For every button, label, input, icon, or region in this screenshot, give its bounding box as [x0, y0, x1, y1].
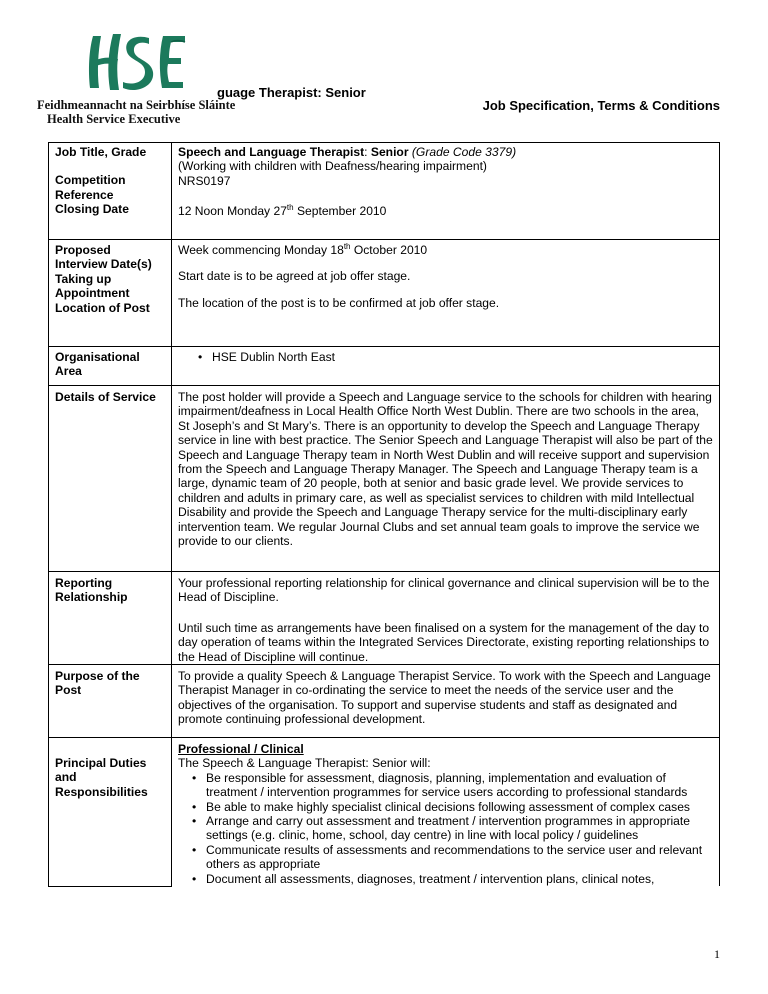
reporting-para-1: Your professional reporting relationship for clinical governance and clinical supervision will be to the Head of Discipline.	[178, 576, 710, 605]
org-name-english: Health Service Executive	[47, 112, 181, 126]
job-subtitle: (Working with children with Deafness/hearing impairment)	[178, 159, 487, 174]
list-item: • Communicate results of assessments and recommendations to the service user and relevant others as appropriate	[192, 843, 713, 872]
list-item: • Document all assessments, diagnoses, treatment / intervention plans, clinical notes,	[192, 872, 713, 886]
closing-date-value: 12 Noon Monday 27th September 2010	[178, 203, 387, 219]
label-principal-duties: Principal Duties and Responsibilities	[55, 756, 148, 799]
label-job-title: Job Title, Grade	[55, 145, 147, 159]
table-row	[49, 738, 720, 887]
hse-logo-icon	[79, 30, 189, 98]
job-grade-code: (Grade Code 3379)	[411, 145, 517, 159]
list-item: • Be responsible for assessment, diagnosis, planning, implementation and evaluation of treatment / intervention programmes for service users according to professional standards	[192, 771, 713, 800]
label-organisational-area: Organisational Area	[55, 350, 140, 379]
header-title-fragment: guage Therapist: Senior	[217, 85, 366, 100]
competition-reference-value: NRS0197	[178, 173, 231, 188]
table-row	[49, 572, 720, 665]
table-row	[49, 665, 720, 738]
label-competition-reference: Competition Reference	[55, 173, 126, 202]
label-purpose-of-post: Purpose of the Post	[55, 669, 140, 698]
label-details-of-service: Details of Service	[55, 390, 156, 404]
location-value: The location of the post is to be confirmed at job offer stage.	[178, 295, 500, 310]
job-spec-table	[48, 142, 720, 887]
job-title-sep: :	[364, 145, 371, 159]
purpose-text: To provide a quality Speech & Language Therapist Service. To work with the Speech and Language Therapist Manager in co-ordinating the service to meet the needs of the service user and the objectives of the organisation. To support and supervise students and staff as designated and promote continuing professional development.	[178, 669, 711, 727]
duties-heading: Professional / Clinical	[178, 742, 304, 757]
page-number: 1	[714, 947, 720, 961]
list-item: • HSE Dublin North East	[198, 350, 713, 364]
org-name-irish: Feidhmeannacht na Seirbhíse Sláinte	[37, 98, 236, 112]
table-row	[49, 347, 720, 386]
duties-intro: The Speech & Language Therapist: Senior will:	[178, 756, 431, 771]
appointment-value: Start date is to be agreed at job offer stage.	[178, 269, 411, 284]
table-row	[49, 143, 720, 240]
header-doc-type: Job Specification, Terms & Conditions	[482, 98, 720, 113]
table-row	[49, 240, 720, 347]
reporting-para-2: Until such time as arrangements have been finalised on a system for the management of the day to day operation of teams within the Integrated Services Directorate, existing reporting relationships to the Head of Discipline will continue.	[178, 620, 710, 664]
table-row	[49, 386, 720, 572]
list-item: • Arrange and carry out assessment and treatment / intervention programmes in appropriate settings (e.g. clinic, home, school, day centre) in line with local policy / guidelines	[192, 814, 713, 843]
label-location-of-post: Location of Post	[55, 300, 150, 315]
service-details-text: The post holder will provide a Speech and Language service to the schools for children with hearing impairment/deafness in Local Health Office North West Dublin. There are two schools in the area, St Joseph’s and St Mary’s. There is an opportunity to develop the Speech and Language Therapy service in line with best practice. The Senior Speech and Language Therapist will also be part of the Speech and Language Therapy team in North West Dublin and will receive support and supervision from the Speech and Language Therapy Manager. The Speech and Language Therapy team is a large, dynamic team of 20 people, both at senior and basic grade level. We provide services to children and adults in primary care, as well as specialist services to children with mild Intellectual Disability and provide the Speech and Language Therapy service for the multi-disciplinary early intervention team. We regular Journal Clubs and set annual team goals to improve the service we provide to our clients.	[178, 390, 713, 549]
job-grade-bold: Senior	[370, 145, 409, 159]
job-title-value	[178, 143, 713, 159]
label-taking-up-appointment: Taking up Appointment	[55, 271, 130, 301]
label-reporting-relationship: Reporting Relationship	[55, 576, 128, 605]
list-item: • Be able to make highly specialist clinical decisions following assessment of complex cases	[192, 800, 713, 814]
hse-logo	[37, 30, 237, 130]
label-interview-date: Proposed Interview Date(s)	[55, 243, 152, 272]
area-list	[178, 347, 713, 364]
label-closing-date: Closing Date	[55, 202, 129, 217]
interview-date-value: Week commencing Monday 18th October 2010	[178, 241, 428, 257]
duties-list	[178, 771, 713, 886]
job-title-bold: Speech and Language Therapist	[178, 145, 365, 159]
